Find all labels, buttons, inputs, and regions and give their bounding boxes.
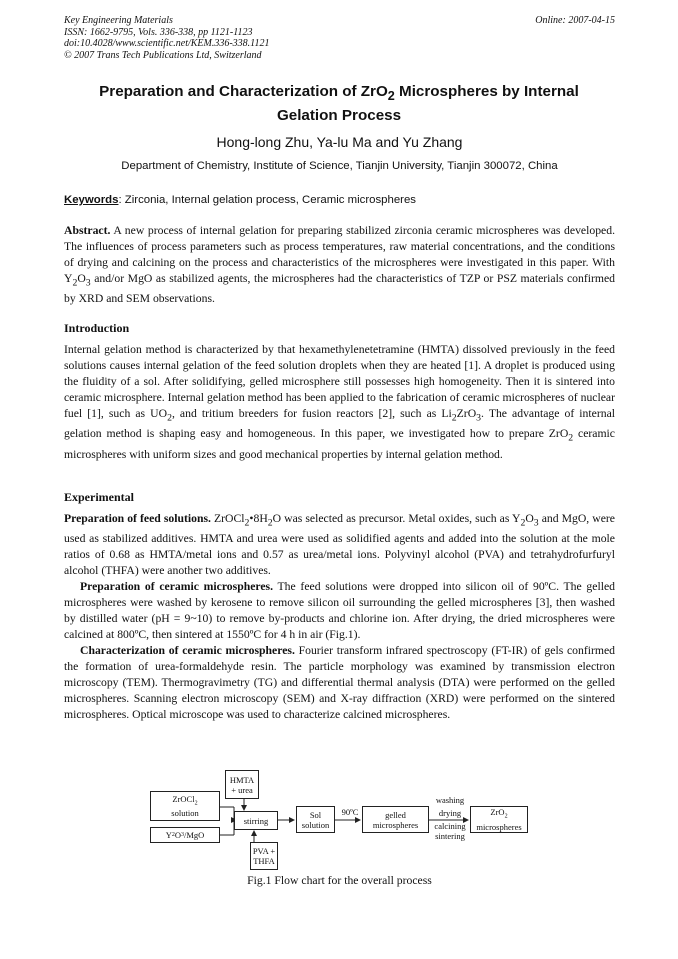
journal-name: Key Engineering Materials (64, 15, 173, 26)
y2o3-mgo-box: Y 2 O 3 /MgO (150, 827, 220, 843)
introduction-paragraph: Internal gelation method is characterized by that hexamethylenetetramine (HMTA) dissolved previously in the feed solutions causes internal gelation of the feed solution droplets when they are heated [1]. A droplet is produced using the fluidity of a sol. After solidifying, gelled microsphere still possesses high homogeneity. Then it is sintered into ceramic microsphere. Internal gelation method has been applied to the fabrication of ceramic microspheres of nuclear fuel [1], such as $UO_2$, and tritium breeders for fusion reactors [2], such as $Li_2ZrO_3$. The advantage of internal gelation method is shaping easy and homogeneous. In this paper, we investigated how to prepare ZrO$_2$ ceramic microspheres with uniform sizes and good mechanical properties by internal gelation method. (64, 343, 616, 461)
sintering-label: sintering (435, 831, 465, 841)
keywords-label: Keywords (64, 194, 119, 206)
zrocl2-solution-box: ZrOCl$_2$ solution (150, 791, 220, 821)
characterization-paragraph: Characterization of ceramic microspheres. Fourier transform infrared spectroscopy (FT-IR) of gels confirmed the formation of urea-formaldehyde resin. The particle morphology was examined by transmission electron microscopy (TEM). Thermogravimetry (TG) and differential thermal analysis (DTA) were performed on the gelled microspheres. Scanning electron microscopy (SEM) and X-ray diffraction (XRD) were performed on the sintered microspheres. Optical microscope was used to characterize calcined microspheres. (64, 644, 615, 722)
pva-thfa-box: PVA + THFA (250, 842, 278, 870)
sol-solution-box: Sol solution (296, 806, 335, 833)
washing-label: washing (435, 795, 465, 805)
doi-line: doi:10.4028/www.scientific.net/KEM.336-338.1121 (64, 38, 270, 49)
figure-caption: Fig.1 Flow chart for the overall process (247, 874, 432, 887)
gelled-microspheres-box: gelled microspheres (362, 806, 429, 833)
drying-label: drying (438, 808, 462, 818)
affiliation: Department of Chemistry, Institute of Science, Tianjin University, Tianjin 300072, China (121, 160, 558, 172)
copyright-line: © 2007 Trans Tech Publications Ltd, Switzerland (64, 49, 262, 61)
temperature-label: 90ºC (341, 807, 359, 817)
abstract-paragraph: Abstract. A new process of internal gelation for preparing stabilized zirconia ceramic microspheres was developed. The influences of process parameters such as process temperatures, raw material concentrations, and the conditions of drying and calcining on the process and characteristics of the microspheres were investigated in this paper. With $Y_2O_3$ and/or MgO as stabilized agents, the microspheres had the characteristics of TZP or PSZ materials confirmed by XRD and SEM observations. (64, 224, 615, 306)
flow-chart-connectors (64, 770, 615, 875)
keywords (64, 194, 615, 206)
hmta-urea-box: HMTA + urea (225, 770, 259, 799)
stirring-box: stirring (234, 811, 278, 830)
introduction-heading: Introduction (64, 321, 130, 335)
issn-line: ISSN: 1662-9795, Vols. 336-338, pp 1121-1123 (64, 26, 253, 38)
ceramic-microspheres-paragraph: Preparation of ceramic microspheres. The feed solutions were dropped into silicon oil of 90ºC. The gelled microspheres were washed by kerosene to remove silicon oil surrounding the gelled microspheres [3], then washed by distilled water (pH = 9~10) to remove by-products and chlorine ion. After drying, the dried microspheres were calcined at 800ºC, then sintered at 1550ºC for 4 h in air (Fig.1). (64, 580, 615, 642)
journal-header (64, 15, 615, 61)
flow-chart (64, 770, 615, 875)
paper-title: Preparation and Characterization of ZrO$_2$ Microspheres by Internal Gelation Process (99, 83, 579, 125)
feed-solutions-paragraph: Preparation of feed solutions. $ZrOCl_2•8H_2O$ was selected as precursor. Metal oxides, such as $Y_2O_3$ and MgO, were used as stabilized additives. HMTA and urea were used as solidified agents and added into the solution at the mole ratios of 0.68 as HMTA/metal ions and 0.57 as urea/metal ions. Polyvinyl alcohol (PVA) and tetrahydrofurfuryl alcohol (THFA) were another two additives. (64, 512, 615, 578)
calcining-label: calcining (434, 821, 466, 831)
keywords-text: : Zirconia, Internal gelation process, Ceramic microspheres (118, 194, 416, 206)
authors: Hong-long Zhu, Ya-lu Ma and Yu Zhang (216, 134, 463, 150)
online-date: Online: 2007-04-15 (535, 15, 615, 26)
zro2-microspheres-box: ZrO$_2$ microspheres (470, 806, 528, 833)
experimental-heading: Experimental (64, 490, 134, 504)
experimental-paragraphs (64, 511, 615, 723)
